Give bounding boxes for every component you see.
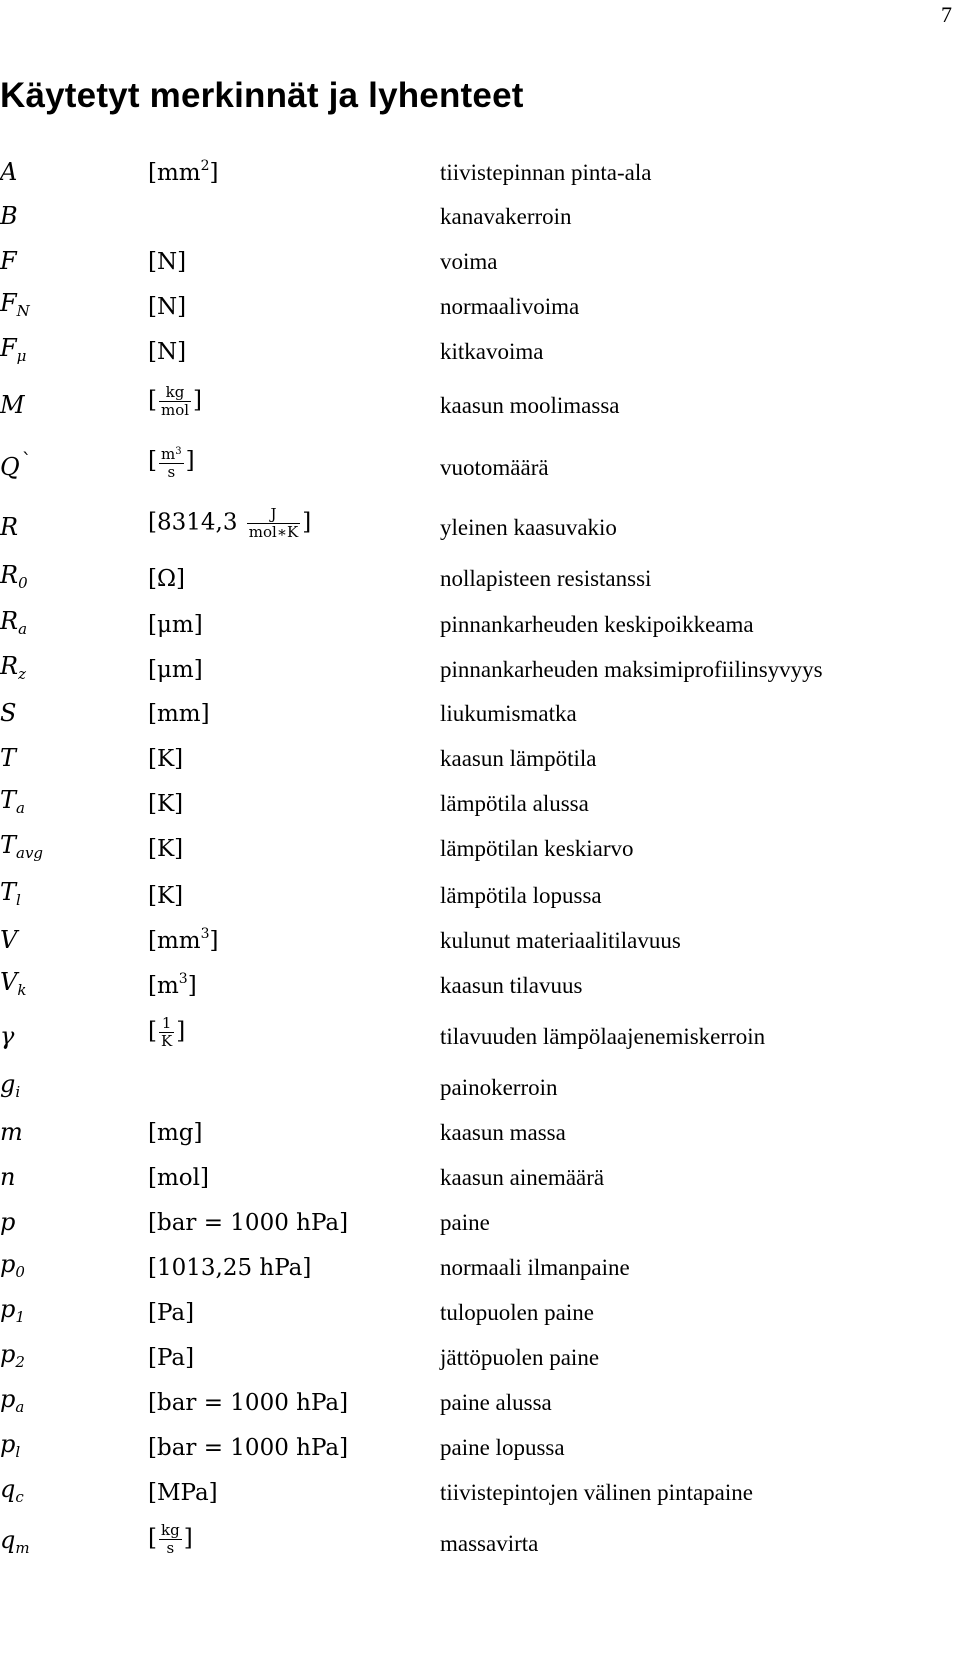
symbol — [0, 1250, 25, 1281]
description: pinnankarheuden maksimiprofiilinsyvyys — [440, 657, 823, 682]
unit-text: [mg] — [148, 1120, 203, 1146]
symbol — [0, 334, 26, 365]
unit-fraction — [159, 443, 184, 481]
unit-tail: ] — [209, 160, 219, 186]
symbol-letter: R — [0, 607, 19, 635]
unit-text: [K] — [148, 746, 184, 772]
description: kulunut materiaalitilavuus — [440, 928, 681, 953]
numerator-text: J — [270, 505, 277, 523]
unit — [148, 1120, 202, 1146]
numerator-text: kg — [160, 1521, 180, 1539]
description: yleinen kaasuvakio — [440, 515, 617, 540]
symbol-letter: M — [0, 391, 25, 419]
description: tilavuuden lämpölaajenemiskerroin — [440, 1024, 766, 1049]
symbol — [0, 1208, 15, 1236]
description: tiivistepinnan pinta-ala — [440, 160, 652, 185]
symbol-letter: T — [0, 878, 17, 906]
unit — [148, 1390, 348, 1416]
notation-row — [0, 505, 960, 545]
unit-fraction — [159, 384, 191, 419]
unit-text: [bar = 1000 hPa] — [148, 1210, 349, 1236]
symbol — [0, 158, 17, 186]
fraction-numerator — [159, 1522, 182, 1540]
symbol-letter: S — [0, 699, 17, 727]
notation-row — [0, 239, 960, 279]
symbol — [0, 1526, 30, 1557]
symbol — [0, 247, 17, 275]
symbol-letter: T — [0, 786, 17, 814]
unit — [148, 1435, 348, 1461]
unit-prefix: [8314,3 — [148, 509, 245, 536]
symbol — [0, 1385, 24, 1416]
symbol — [0, 1022, 14, 1050]
notation-row — [0, 1290, 960, 1330]
unit-prefix: [ — [148, 1018, 157, 1045]
symbol-subscript: l — [16, 891, 21, 909]
unit — [148, 443, 195, 481]
description: normaali ilmanpaine — [440, 1255, 630, 1280]
symbol — [0, 513, 18, 541]
notation-row — [0, 194, 960, 234]
notation-row — [0, 445, 960, 485]
unit-text: [μm] — [148, 657, 203, 683]
unit — [148, 746, 183, 772]
numerator-exponent: 3 — [175, 446, 182, 457]
symbol — [0, 202, 18, 230]
unit-text: [N] — [148, 294, 187, 320]
symbol — [0, 926, 17, 954]
symbol — [0, 391, 25, 419]
fraction-denominator: s — [166, 1539, 175, 1557]
unit-suffix: ] — [193, 387, 203, 414]
unit-text: [mm — [148, 160, 201, 186]
description: lämpötila lopussa — [440, 883, 602, 908]
description: lämpötilan keskiarvo — [440, 836, 634, 861]
unit — [148, 339, 186, 365]
symbol-letter: V — [0, 968, 18, 996]
unit-suffix: ] — [302, 509, 312, 536]
description: kaasun ainemäärä — [440, 1165, 605, 1190]
symbol — [0, 1340, 25, 1371]
symbol — [0, 831, 43, 862]
symbol-letter: R — [0, 652, 19, 680]
description: paine — [440, 1210, 490, 1235]
unit — [148, 1210, 348, 1236]
notation-row — [0, 647, 960, 687]
symbol-subscript: l — [15, 1443, 21, 1461]
symbol — [0, 1070, 20, 1101]
unit — [148, 1522, 193, 1557]
unit-text: [K] — [148, 883, 184, 909]
unit-fraction — [159, 1522, 182, 1557]
notation-row — [0, 1245, 960, 1285]
unit — [148, 384, 202, 419]
unit-tail: ] — [209, 928, 219, 954]
symbol-subscript: i — [15, 1083, 21, 1101]
fraction-numerator — [247, 506, 300, 524]
unit-exponent: 3 — [200, 926, 210, 942]
symbol-letter: A — [0, 158, 18, 186]
description: pinnankarheuden keskipoikkeama — [440, 612, 754, 637]
symbol-letter: R — [0, 513, 19, 541]
unit — [148, 249, 186, 275]
unit-exponent: 2 — [200, 158, 210, 174]
symbol-letter: p — [0, 1295, 16, 1323]
unit-exponent: 3 — [178, 971, 188, 987]
symbol-letter: γ — [0, 1022, 15, 1050]
symbol — [0, 699, 16, 727]
symbol — [0, 968, 26, 999]
unit-text: [Pa] — [148, 1300, 195, 1326]
unit — [148, 158, 219, 186]
notation-row — [0, 918, 960, 958]
unit — [148, 701, 210, 727]
symbol-subscript: k — [17, 981, 27, 999]
unit — [148, 836, 183, 862]
unit-text: [1013,25 hPa] — [148, 1255, 312, 1281]
symbol-letter: g — [0, 1070, 16, 1098]
unit — [148, 791, 183, 817]
notation-row — [0, 1065, 960, 1105]
symbol — [0, 289, 30, 320]
symbol — [0, 1118, 23, 1146]
symbol-letter: F — [0, 334, 17, 362]
unit — [148, 883, 183, 909]
symbol-letter: T — [0, 744, 17, 772]
symbol-letter: R — [0, 561, 19, 589]
symbol-accent: ` — [21, 448, 32, 472]
symbol-letter: F — [0, 289, 17, 317]
unit-text: [K] — [148, 836, 184, 862]
unit-prefix: [ — [148, 448, 157, 474]
unit — [148, 971, 197, 999]
symbol — [0, 1295, 25, 1326]
symbol-letter: V — [0, 926, 18, 954]
symbol-letter: F — [0, 247, 17, 275]
symbol-subscript: a — [15, 1398, 25, 1416]
unit — [148, 612, 203, 638]
symbol-letter: q — [0, 1475, 16, 1503]
unit-text: [bar = 1000 hPa] — [148, 1390, 349, 1416]
symbol — [0, 744, 16, 772]
notation-row — [0, 691, 960, 731]
unit — [148, 1345, 194, 1371]
fraction-denominator: mol — [160, 401, 190, 419]
unit-suffix: ] — [185, 448, 195, 474]
unit-text: [N] — [148, 339, 187, 365]
notation-row — [0, 284, 960, 324]
unit — [148, 1255, 311, 1281]
notation-row — [0, 602, 960, 642]
description: normaalivoima — [440, 294, 580, 319]
symbol-letter: n — [0, 1163, 16, 1191]
notation-row — [0, 1200, 960, 1240]
unit-prefix: [ — [148, 1525, 157, 1552]
description: jättöpuolen paine — [440, 1345, 600, 1370]
symbol — [0, 561, 28, 592]
unit-fraction — [247, 506, 300, 541]
notation-row — [0, 1521, 960, 1561]
unit-text: [mm — [148, 928, 201, 954]
numerator-text: 1 — [161, 1014, 172, 1032]
symbol-subscript: m — [15, 1539, 30, 1557]
notation-row — [0, 1470, 960, 1510]
symbol — [0, 652, 26, 683]
unit-suffix: ] — [183, 1525, 193, 1552]
notation-row — [0, 1335, 960, 1375]
symbol — [0, 1163, 15, 1191]
unit — [148, 1480, 218, 1506]
unit-text: [mol] — [148, 1165, 209, 1191]
symbol-subscript: a — [16, 799, 25, 817]
unit-text: [Pa] — [148, 1345, 195, 1371]
description: painokerroin — [440, 1075, 558, 1100]
symbol-subscript: 0 — [15, 1263, 25, 1281]
notation-row — [0, 781, 960, 821]
notation-row — [0, 1155, 960, 1195]
numerator-text: m — [160, 445, 176, 463]
symbol — [0, 1430, 20, 1461]
symbol-letter: q — [0, 1526, 16, 1554]
unit — [148, 506, 311, 541]
description: tiivistepintojen välinen pintapaine — [440, 1480, 753, 1505]
description: kitkavoima — [440, 339, 544, 364]
unit-text: [m — [148, 973, 179, 999]
symbol-subscript: a — [18, 620, 28, 638]
notation-row — [0, 1380, 960, 1420]
symbol-subscript: 2 — [15, 1353, 25, 1371]
description: kaasun moolimassa — [440, 393, 620, 418]
notation-row — [0, 736, 960, 776]
unit — [148, 294, 186, 320]
fraction-numerator — [159, 384, 191, 402]
unit-text: [μm] — [148, 612, 203, 638]
unit-text: [K] — [148, 791, 184, 817]
symbol-letter: p — [0, 1430, 16, 1458]
fraction-numerator — [159, 1015, 174, 1033]
unit-text: [N] — [148, 249, 187, 275]
symbol — [0, 786, 25, 817]
symbol — [0, 607, 27, 638]
symbol-letter: Q — [0, 453, 20, 481]
symbol-subscript: avg — [16, 844, 44, 862]
unit-suffix: ] — [176, 1018, 186, 1045]
notation-row — [0, 873, 960, 913]
notation-row — [0, 383, 960, 423]
description: kanavakerroin — [440, 204, 572, 229]
description: kaasun lämpötila — [440, 746, 597, 771]
unit — [148, 657, 203, 683]
fraction-denominator: K — [160, 1032, 173, 1050]
notation-row — [0, 1014, 960, 1054]
description: massavirta — [440, 1531, 539, 1556]
description: vuotomäärä — [440, 455, 549, 480]
description: tulopuolen paine — [440, 1300, 594, 1325]
notation-row — [0, 826, 960, 866]
description: nollapisteen resistanssi — [440, 566, 652, 591]
unit-prefix: [ — [148, 387, 157, 414]
symbol-subscript: c — [15, 1488, 24, 1506]
notation-row — [0, 556, 960, 596]
description: kaasun tilavuus — [440, 973, 583, 998]
symbol-subscript: z — [18, 665, 26, 683]
symbol-letter: p — [0, 1340, 16, 1368]
description: voima — [440, 249, 498, 274]
unit-text: [Ω] — [148, 566, 186, 592]
description: paine lopussa — [440, 1435, 565, 1460]
unit-text: [bar = 1000 hPa] — [148, 1435, 349, 1461]
description: lämpötila alussa — [440, 791, 589, 816]
description: kaasun massa — [440, 1120, 566, 1145]
notation-row — [0, 963, 960, 1003]
unit — [148, 566, 185, 592]
unit-tail: ] — [187, 973, 197, 999]
unit — [148, 1300, 194, 1326]
page-number: 7 — [941, 2, 952, 27]
notation-row — [0, 150, 960, 190]
unit — [148, 926, 219, 954]
symbol-letter: p — [0, 1250, 16, 1278]
symbol — [0, 878, 21, 909]
unit-fraction — [159, 1015, 174, 1050]
symbol — [0, 1475, 24, 1506]
notation-row — [0, 329, 960, 369]
numerator-text: kg — [165, 383, 185, 401]
symbol-letter: p — [0, 1208, 16, 1236]
symbol-subscript: μ — [16, 347, 27, 365]
symbol-letter: B — [0, 202, 18, 230]
symbol-letter: p — [0, 1385, 16, 1413]
symbol — [0, 448, 32, 481]
notation-row — [0, 1425, 960, 1465]
symbol-subscript: 0 — [18, 574, 28, 592]
symbol-letter: m — [0, 1118, 23, 1146]
symbol-subscript: N — [16, 302, 30, 320]
unit — [148, 1165, 209, 1191]
unit-text: [MPa] — [148, 1480, 218, 1506]
description: liukumismatka — [440, 701, 577, 726]
unit — [148, 1015, 185, 1050]
symbol-subscript: 1 — [15, 1308, 25, 1326]
notation-row — [0, 1110, 960, 1150]
fraction-denominator: s — [167, 463, 176, 481]
description: paine alussa — [440, 1390, 552, 1415]
fraction-numerator — [159, 443, 184, 464]
fraction-denominator: mol∗K — [248, 523, 299, 541]
unit-text: [mm] — [148, 701, 210, 727]
symbol-letter: T — [0, 831, 17, 859]
page-title: Käytetyt merkinnät ja lyhenteet — [0, 76, 524, 115]
